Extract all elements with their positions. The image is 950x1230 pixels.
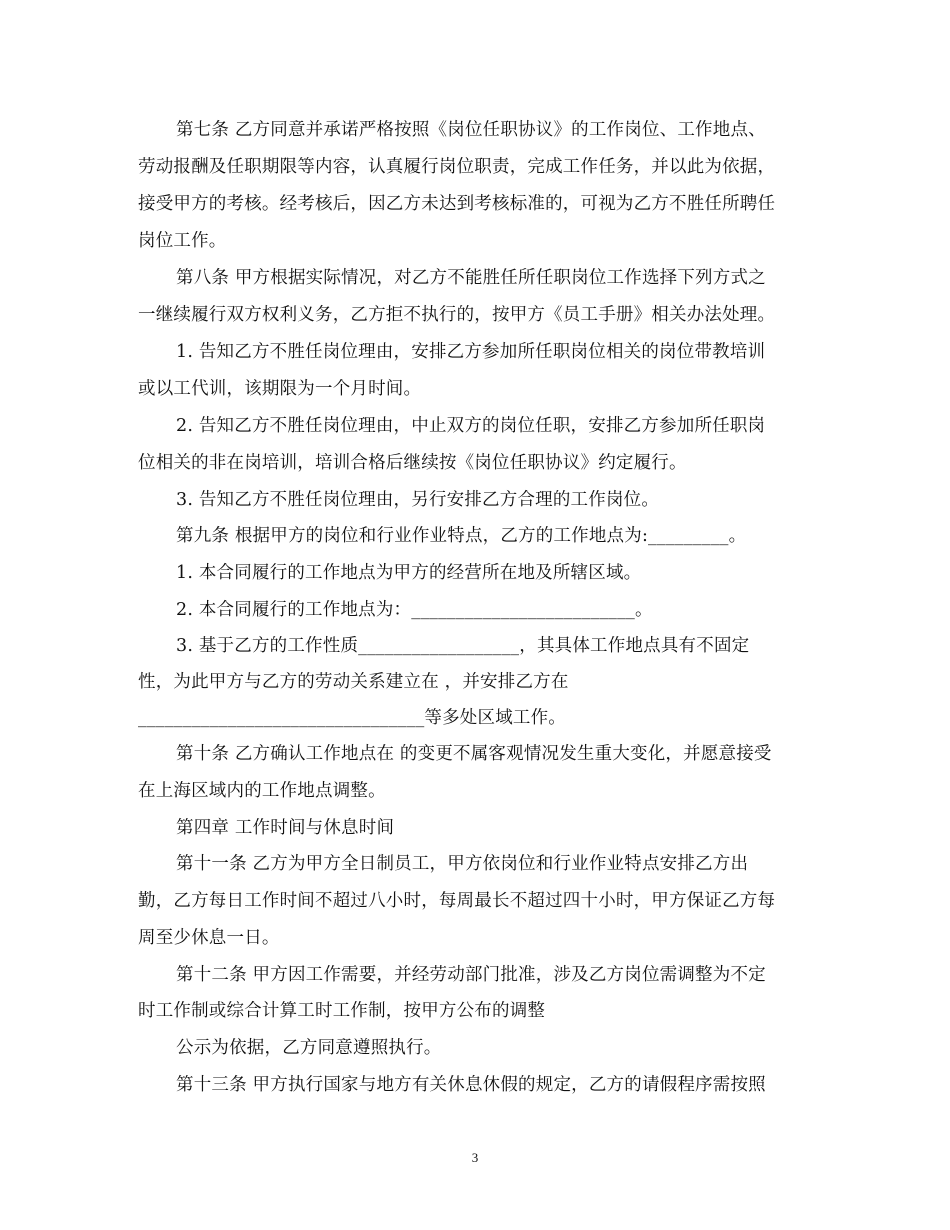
chapter-heading: 第四章 工作时间与休息时间 <box>176 818 395 838</box>
text-line: 性，为此甲方与乙方的劳动关系建立在 ，并安排乙方在 <box>138 672 569 692</box>
text-line: 周至少休息一日。 <box>138 928 280 948</box>
text-line: 接受甲方的考核。经考核后，因乙方未达到考核标准的，可视为乙方不胜任所聘任 <box>138 194 776 214</box>
text-line: 公示为依据，乙方同意遵照执行。 <box>176 1038 442 1058</box>
text-line: 2. 告知乙方不胜任岗位理由，中止双方的岗位任职，安排乙方参加所任职岗 <box>176 416 766 436</box>
text-line: 第十二条 甲方因工作需要，并经劳动部门批准，涉及乙方岗位需调整为不定 <box>176 965 766 985</box>
page-number: 3 <box>471 1150 479 1165</box>
text-line: 勤，乙方每日工作时间不超过八小时，每周最长不超过四十小时，甲方保证乙方每 <box>138 891 776 911</box>
text-line: 1. 告知乙方不胜任岗位理由，安排乙方参加所任职岗位相关的岗位带教培训 <box>176 342 766 362</box>
text-line: 岗位工作。 <box>138 231 227 251</box>
text-line: 第七条 乙方同意并承诺严格按照《岗位任职协议》的工作岗位、工作地点、 <box>176 120 766 140</box>
text-line: 1. 本合同履行的工作地点为甲方的经营所在地及所辖区域。 <box>176 563 642 583</box>
text-line: 位相关的非在岗培训，培训合格后继续按《岗位任职协议》约定履行。 <box>138 453 687 473</box>
text-line: 第八条 甲方根据实际情况，对乙方不能胜任所任职岗位工作选择下列方式之 <box>176 268 766 288</box>
text-line: 第十三条 甲方执行国家与地方有关休息休假的规定，乙方的请假程序需按照 <box>176 1075 766 1095</box>
text-line: 或以工代训，该期限为一个月时间。 <box>138 379 422 399</box>
text-line: 在上海区域内的工作地点调整。 <box>138 781 386 801</box>
text-line: 3. 告知乙方不胜任岗位理由，另行安排乙方合理的工作岗位。 <box>176 490 660 510</box>
text-line: 第十一条 乙方为甲方全日制员工，甲方依岗位和行业作业特点安排乙方出 <box>176 854 749 874</box>
text-line: 劳动报酬及任职期限等内容，认真履行岗位职责，完成工作任务，并以此为依据， <box>138 157 776 177</box>
text-line: 一继续履行双方权利义务，乙方拒不执行的，按甲方《员工手册》相关办法处理。 <box>138 305 776 325</box>
text-line: ________________________________等多处区域工作。 <box>138 708 566 728</box>
text-line: 2. 本合同履行的工作地点为：_________________________。 <box>176 600 653 620</box>
text-line: 3. 基于乙方的工作性质__________________，其具体工作地点具有不固定 <box>176 636 750 656</box>
text-line: 第十条 乙方确认工作地点在 的变更不属客观情况发生重大变化，并愿意接受 <box>176 744 772 764</box>
text-line: 时工作制或综合计算工时工作制，按甲方公布的调整 <box>138 1001 546 1021</box>
text-line: 第九条 根据甲方的岗位和行业作业特点，乙方的工作地点为:_________。 <box>176 526 747 546</box>
